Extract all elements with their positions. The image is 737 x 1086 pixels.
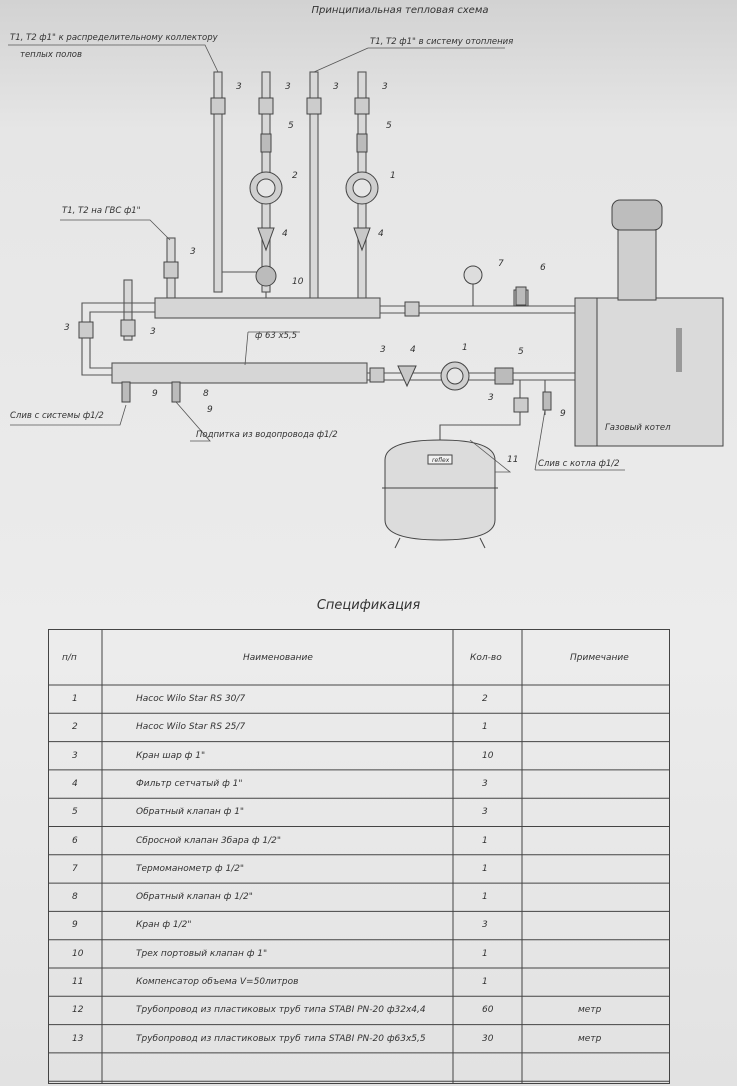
row-number: 10 — [72, 948, 84, 959]
callout-5: 5 — [518, 347, 524, 357]
callout-4: 4 — [378, 229, 384, 239]
spec-table — [48, 629, 670, 1084]
row-name: Трех портовый клапан ф 1" — [136, 948, 268, 959]
callout-11: 11 — [507, 455, 519, 465]
callout-3: 3 — [382, 82, 388, 92]
callout-3: 3 — [64, 323, 70, 333]
row-name: Кран ф 1/2" — [136, 920, 192, 931]
sheet-header: Принципиальная тепловая схема — [311, 5, 489, 16]
callout-6: 6 — [540, 263, 546, 273]
col-header-name: Наименование — [243, 653, 313, 663]
three-way-valve-icon — [256, 266, 276, 286]
boiler-drain-tap-icon — [543, 392, 551, 410]
label-boiler-drain: Слив с котла ф1/2 — [538, 459, 620, 469]
callout-9: 9 — [207, 405, 213, 415]
callout-3: 3 — [236, 82, 242, 92]
callout-3: 3 — [150, 327, 156, 337]
row-name: Насос Wilo Star RS 30/7 — [136, 694, 246, 704]
row-name: Обратный клапан ф 1/2" — [136, 892, 253, 903]
callout-10: 10 — [292, 277, 304, 287]
label-heating-system: Т1, Т2 ф1" в систему отопления — [370, 37, 514, 47]
row-number: 4 — [72, 778, 78, 789]
callout-9: 9 — [152, 389, 158, 399]
pipework — [82, 72, 575, 440]
row-name: Трубопровод из пластиковых труб типа STABI PN-20 ф32х4,4 — [136, 1005, 426, 1016]
row-number: 9 — [72, 920, 78, 931]
col-header-note: Примечание — [570, 653, 629, 663]
row-qty: 60 — [482, 1005, 494, 1016]
row-name: Трубопровод из пластиковых труб типа STABI PN-20 ф63х5,5 — [136, 1033, 426, 1044]
row-qty: 1 — [482, 722, 488, 733]
row-qty: 1 — [482, 863, 488, 874]
callout-4: 4 — [410, 345, 416, 355]
callout-7: 7 — [498, 259, 504, 269]
row-name: Кран шар ф 1" — [136, 750, 206, 761]
col-header-qty: Кол-во — [470, 653, 502, 663]
callout-9: 9 — [560, 409, 566, 419]
label-floor-heating: Т1, Т2 ф1" к распределительному коллектору — [10, 33, 218, 43]
row-qty: 1 — [482, 948, 488, 959]
thermomanometer-icon — [464, 266, 482, 284]
row-qty: 10 — [482, 750, 494, 761]
feed-tap-icon — [172, 382, 180, 402]
spec-title: Спецификация — [316, 598, 421, 613]
callout-4: 4 — [282, 229, 288, 239]
label-tank-brand: reflex — [432, 457, 450, 464]
label-floor-heating-2: теплых полов — [20, 50, 83, 60]
callout-5: 5 — [288, 121, 294, 131]
row-name: Сбросной клапан 3бара ф 1/2" — [136, 835, 282, 846]
row-number: 8 — [72, 892, 78, 903]
row-number: 3 — [72, 750, 78, 761]
row-name: Фильтр сетчатый ф 1" — [136, 778, 243, 789]
row-qty: 30 — [482, 1033, 494, 1044]
row-qty: 2 — [482, 694, 488, 704]
row-number: 13 — [72, 1033, 84, 1044]
row-number: 5 — [72, 807, 78, 818]
row-number: 12 — [72, 1005, 84, 1016]
row-qty: 1 — [482, 977, 488, 987]
row-qty: 3 — [482, 778, 488, 789]
drain-tap-icon — [122, 382, 130, 402]
check-valves — [261, 134, 513, 384]
label-system-drain: Слив с системы ф1/2 — [10, 411, 104, 421]
row-number: 11 — [72, 977, 84, 987]
callout-3: 3 — [285, 82, 291, 92]
row-qty: 1 — [482, 835, 488, 846]
safety-valve-icon — [516, 287, 526, 305]
row-number: 7 — [72, 863, 78, 874]
row-qty: 1 — [482, 892, 488, 903]
callout-3: 3 — [380, 345, 386, 355]
label-collector-size: ф 63 х5,5 — [255, 331, 298, 341]
row-name: Компенсатор объема V=50литров — [136, 977, 299, 987]
row-note: метр — [578, 1005, 602, 1016]
row-number: 6 — [72, 835, 78, 846]
callout-2: 2 — [292, 171, 298, 181]
callout-8: 8 — [203, 389, 209, 399]
label-gas-boiler: Газовый котел — [605, 423, 671, 433]
callout-3: 3 — [488, 393, 494, 403]
callout-1: 1 — [462, 343, 468, 353]
row-name: Термоманометр ф 1/2" — [136, 863, 245, 874]
row-name: Насос Wilo Star RS 25/7 — [136, 722, 246, 733]
row-number: 1 — [72, 694, 78, 704]
callout-5: 5 — [386, 121, 392, 131]
row-qty: 3 — [482, 807, 488, 818]
row-qty: 3 — [482, 920, 488, 931]
callout-1: 1 — [390, 171, 396, 181]
label-water-supply: Подпитка из водопровода ф1/2 — [196, 430, 338, 440]
callout-3: 3 — [190, 247, 196, 257]
label-hot-water: Т1, Т2 на ГВС ф1" — [62, 206, 141, 216]
row-name: Обратный клапан ф 1" — [136, 807, 245, 818]
gas-boiler — [575, 200, 723, 446]
row-note: метр — [578, 1033, 602, 1044]
col-header-num: п/п — [62, 653, 77, 663]
callout-3: 3 — [333, 82, 339, 92]
row-number: 2 — [72, 722, 78, 733]
